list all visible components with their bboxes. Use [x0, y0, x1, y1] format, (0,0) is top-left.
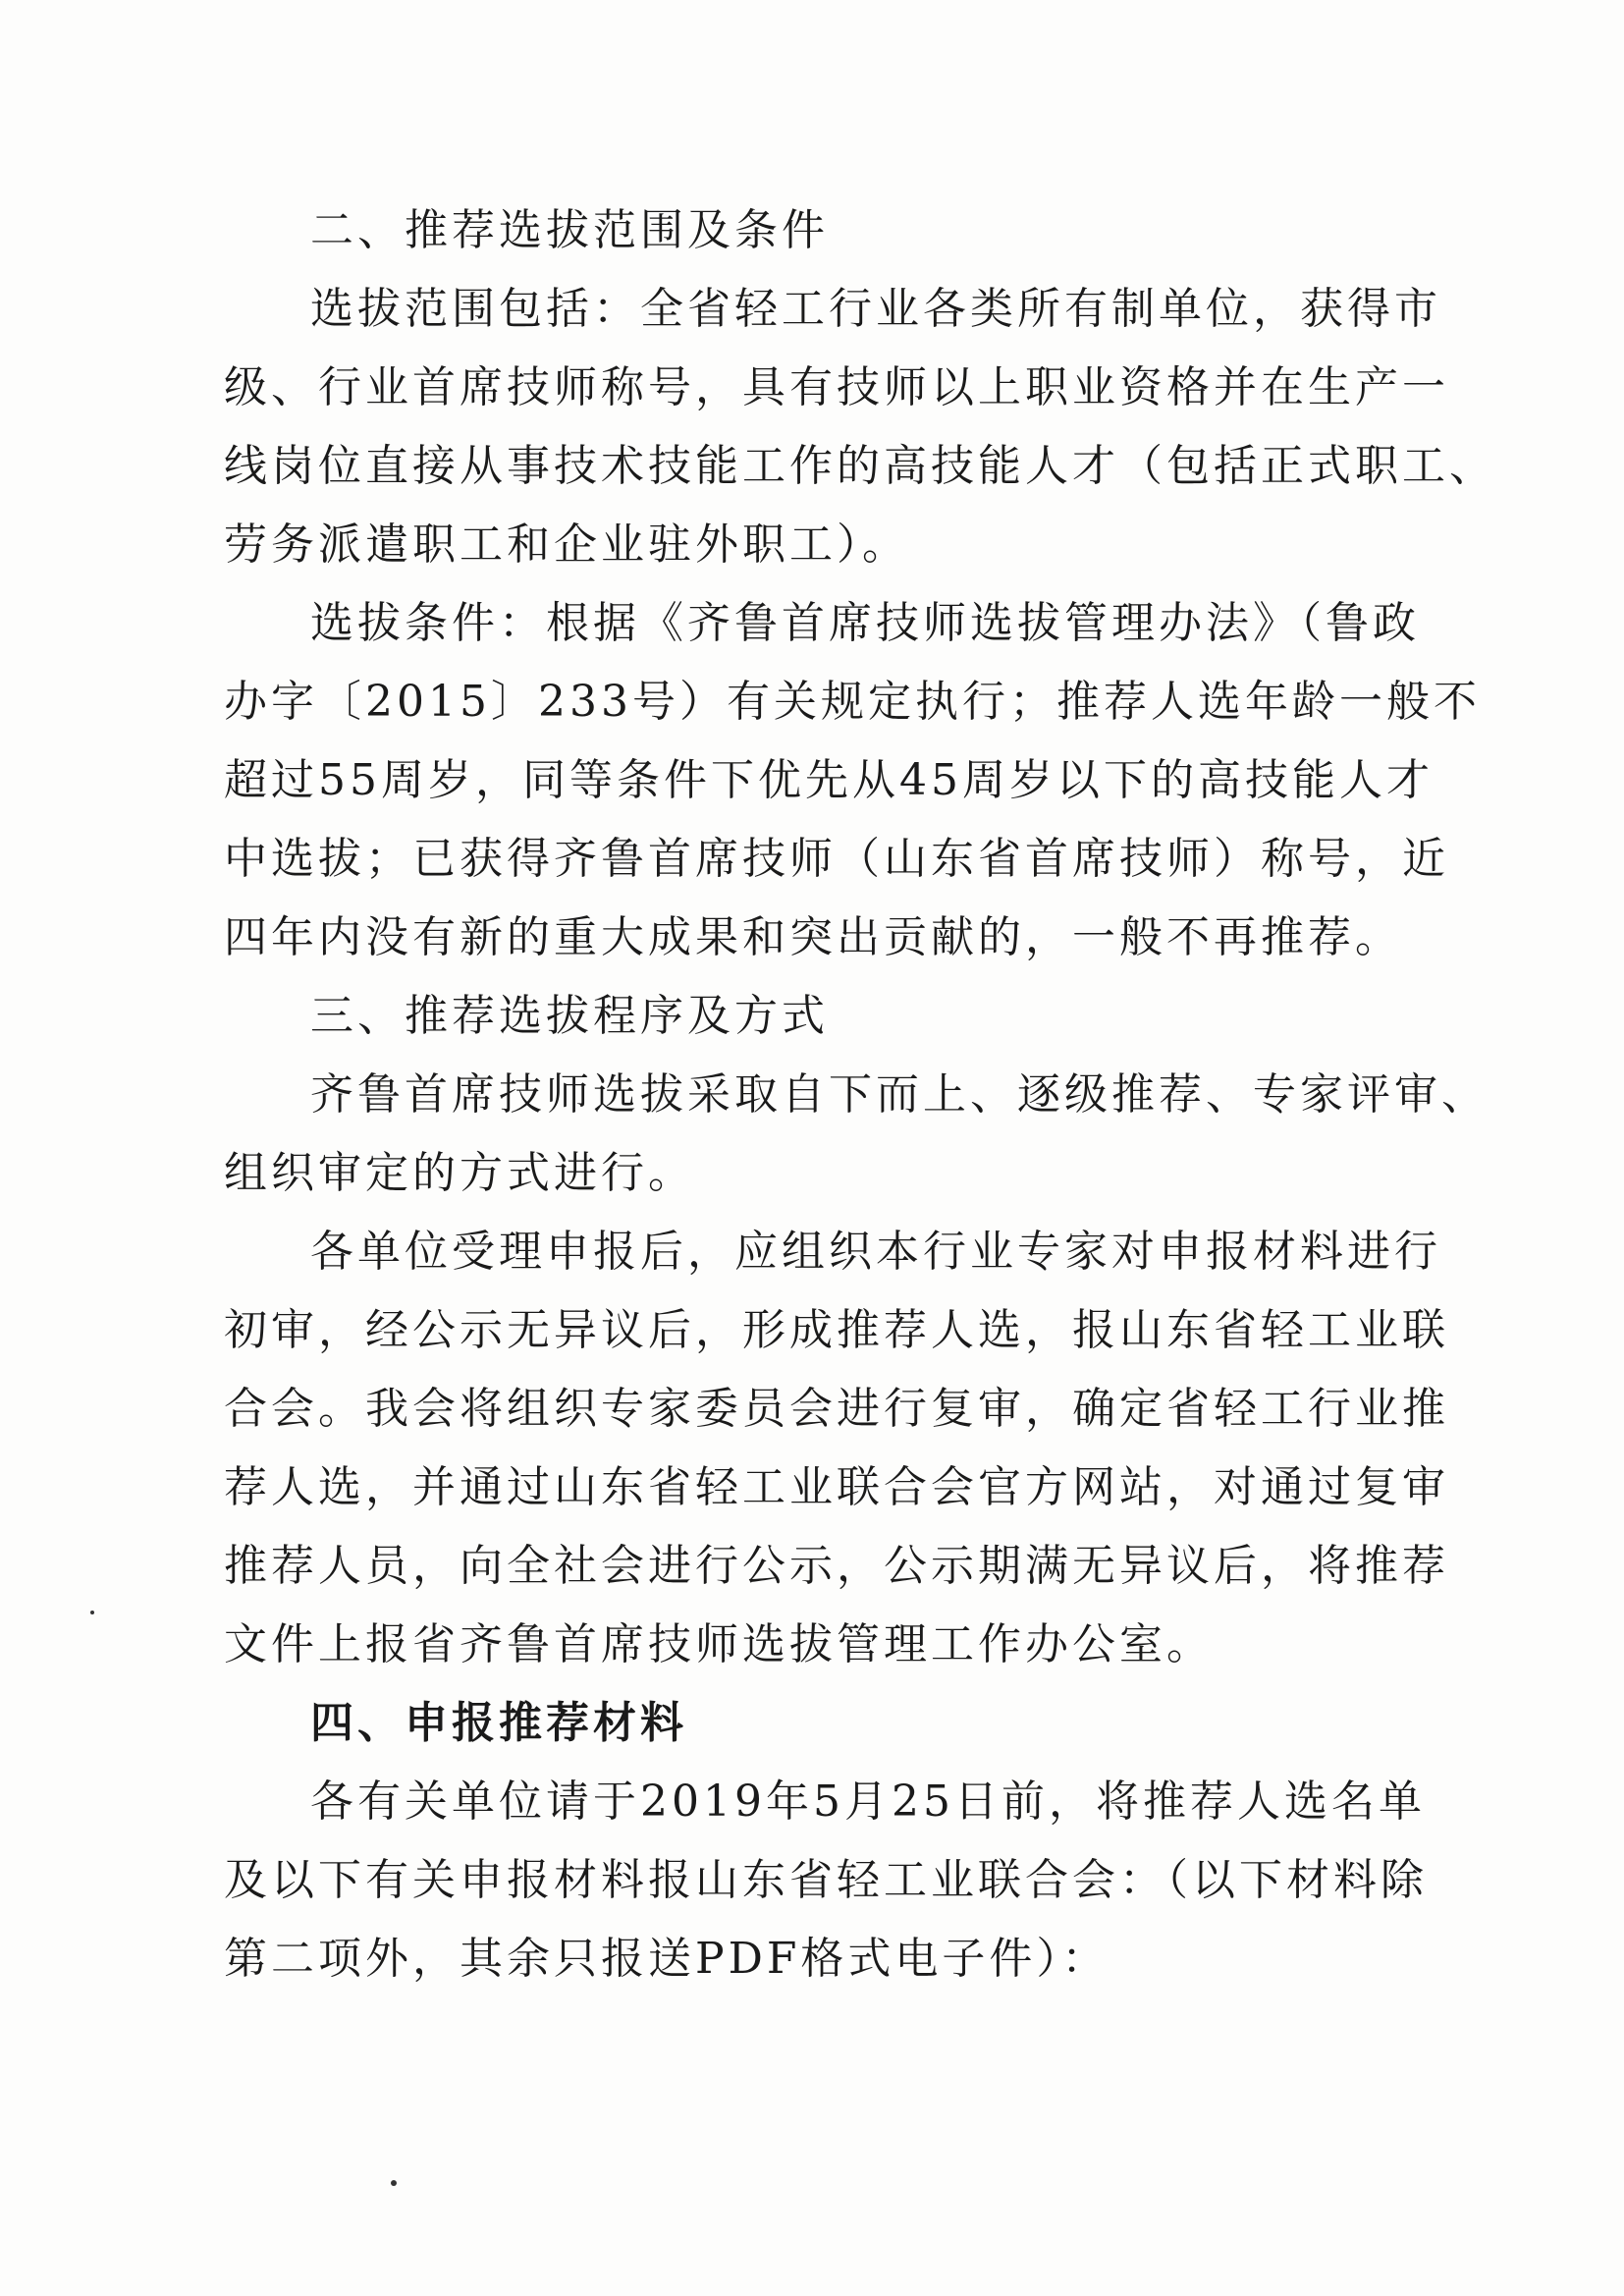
paragraph-line: 选拔范围包括：全省轻工行业各类所有制单位，获得市	[310, 284, 1441, 334]
submission-paragraph	[224, 1763, 1428, 1998]
paragraph-line: 选拔条件：根据《齐鲁首席技师选拔管理办法》（鲁政	[310, 598, 1420, 648]
section-2-heading: 二、推荐选拔范围及条件	[310, 205, 829, 255]
scope-paragraph	[224, 270, 1496, 584]
paragraph-line: 级、行业首席技师称号，具有技师以上职业资格并在生产一	[224, 362, 1449, 412]
paragraph-line: 线岗位直接从事技术技能工作的高技能人才（包括正式职工、	[224, 441, 1496, 491]
paragraph-line: 中选拔；已获得齐鲁首席技师（山东省首席技师）称号，近	[224, 834, 1449, 884]
section-3-heading: 三、推荐选拔程序及方式	[310, 991, 829, 1041]
paragraph-line: 组织审定的方式进行。	[224, 1148, 695, 1198]
process-paragraph	[224, 1213, 1449, 1684]
document-body	[224, 191, 1496, 1998]
paragraph-line: 第二项外，其余只报送PDF格式电子件）：	[224, 1934, 1110, 1984]
paragraph-line: 各单位受理申报后，应组织本行业专家对申报材料进行	[310, 1227, 1441, 1277]
conditions-paragraph	[224, 584, 1481, 977]
paragraph-line: 文件上报省齐鲁首席技师选拔管理工作办公室。	[224, 1619, 1214, 1669]
paragraph-line: 超过55周岁，同等条件下优先从45周岁以下的高技能人才	[224, 755, 1434, 805]
paragraph-line: 劳务派遣职工和企业驻外职工）。	[224, 519, 909, 570]
scan-speck	[90, 1611, 94, 1614]
paragraph-line: 荐人选，并通过山东省轻工业联合会官方网站，对通过复审	[224, 1462, 1449, 1512]
paragraph-line: 各有关单位请于2019年5月25日前，将推荐人选名单	[310, 1777, 1426, 1827]
paragraph-line: 合会。我会将组织专家委员会进行复审，确定省轻工行业推	[224, 1384, 1449, 1434]
paragraph-line: 办字〔2015〕233号）有关规定执行；推荐人选年龄一般不	[224, 677, 1481, 727]
scan-speck	[391, 2180, 397, 2186]
method-paragraph	[224, 1056, 1489, 1213]
paragraph-line: 推荐人员，向全社会进行公示，公示期满无异议后，将推荐	[224, 1541, 1449, 1591]
paragraph-line: 及以下有关申报材料报山东省轻工业联合会：（以下材料除	[224, 1855, 1428, 1905]
section-4-heading: 四、申报推荐材料	[310, 1698, 687, 1748]
paragraph-line: 四年内没有新的重大成果和突出贡献的，一般不再推荐。	[224, 912, 1402, 962]
paragraph-line: 齐鲁首席技师选拔采取自下而上、逐级推荐、专家评审、	[310, 1069, 1489, 1120]
paragraph-line: 初审，经公示无异议后，形成推荐人选，报山东省轻工业联	[224, 1305, 1449, 1355]
